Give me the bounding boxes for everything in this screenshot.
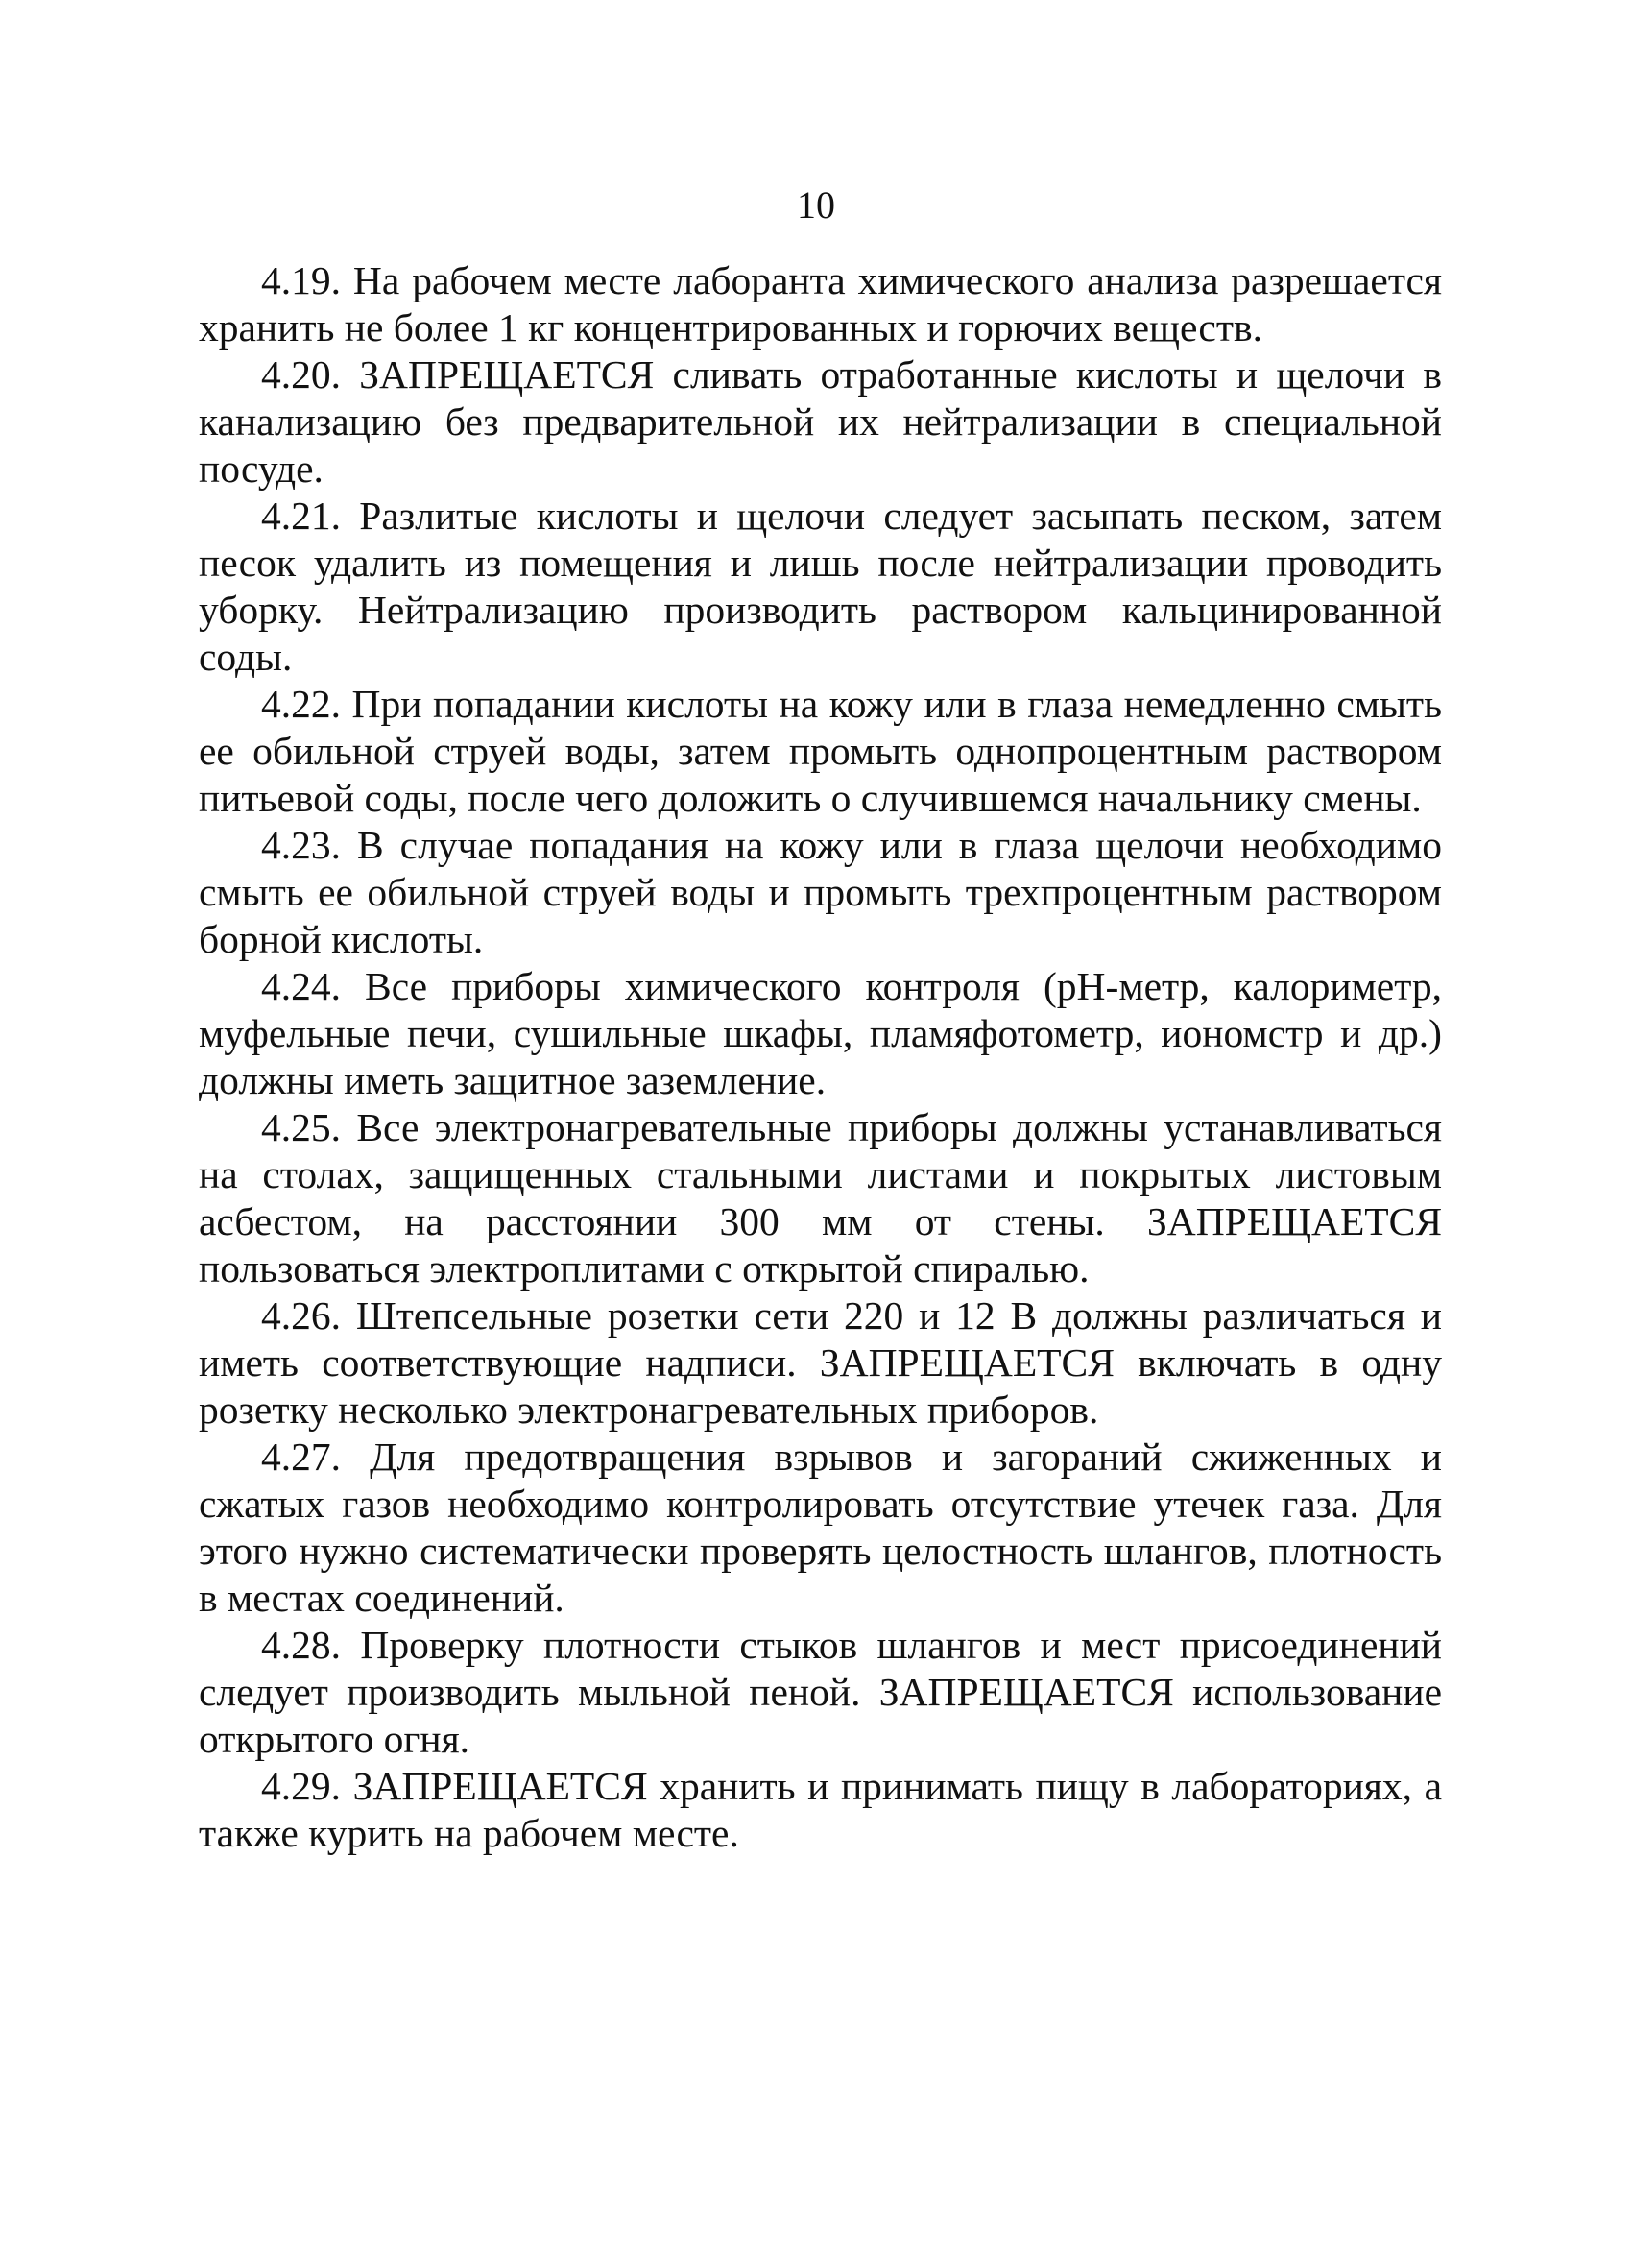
paragraph-4-22: 4.22. При попадании кислоты на кожу или в глаза немедленно смыть ее обильной струей воды, затем промыть однопроцентным раствором питьевой соды, после чего доложить о случившемся начальнику смены. bbox=[199, 682, 1442, 820]
paragraph-4-25: 4.25. Все электронагревательные приборы должны устанавливаться на столах, защищенных стальными листами и покрытых листовым асбестом, на расстоянии 300 мм от стены. ЗАПРЕЩАЕТСЯ пользоваться электроплитами с открытой спиралью. bbox=[199, 1105, 1442, 1291]
page-number: 10 bbox=[797, 183, 835, 227]
paragraph-4-24: 4.24. Все приборы химического контроля (рН-метр, калориметр, муфельные печи, сушильные шкафы, пламяфотометр, иономстр и др.) должны иметь защитное заземление. bbox=[199, 964, 1442, 1102]
paragraph-4-19: 4.19. На рабочем месте лаборанта химического анализа разрешается хранить не более 1 кг концентрированных и горючих веществ. bbox=[199, 258, 1442, 350]
paragraph-4-21: 4.21. Разлитые кислоты и щелочи следует засыпать песком, затем песок удалить из помещения и лишь после нейтрализации проводить уборку. Нейтрализацию производить раствором кальцинированной соды. bbox=[199, 494, 1442, 679]
paragraph-4-26: 4.26. Штепсельные розетки сети 220 и 12 В должны различаться и иметь соответствующие надписи. ЗАПРЕЩАЕТСЯ включать в одну розетку несколько электронагревательных приборов. bbox=[199, 1293, 1442, 1432]
paragraph-4-20: 4.20. ЗАПРЕЩАЕТСЯ сливать отработанные кислоты и щелочи в канализацию без предварительной их нейтрализации в специальной посуде. bbox=[199, 352, 1442, 491]
paragraph-4-27: 4.27. Для предотвращения взрывов и загораний сжиженных и сжатых газов необходимо контролировать отсутствие утечек газа. Для этого нужно систематически проверять целостность шлангов, плотность в местах соединений. bbox=[199, 1435, 1442, 1620]
paragraph-4-23: 4.23. В случае попадания на кожу или в глаза щелочи необходимо смыть ее обильной струей воды и промыть трехпроцентным раствором борной кислоты. bbox=[199, 823, 1442, 961]
document-body bbox=[199, 257, 1442, 1857]
paragraph-4-28: 4.28. Проверку плотности стыков шлангов и мест присоединений следует производить мыльной пеной. ЗАПРЕЩАЕТСЯ использование открытого огня. bbox=[199, 1623, 1442, 1761]
paragraph-4-29: 4.29. ЗАПРЕЩАЕТСЯ хранить и принимать пищу в лабораториях, а также курить на рабочем месте. bbox=[199, 1764, 1442, 1855]
